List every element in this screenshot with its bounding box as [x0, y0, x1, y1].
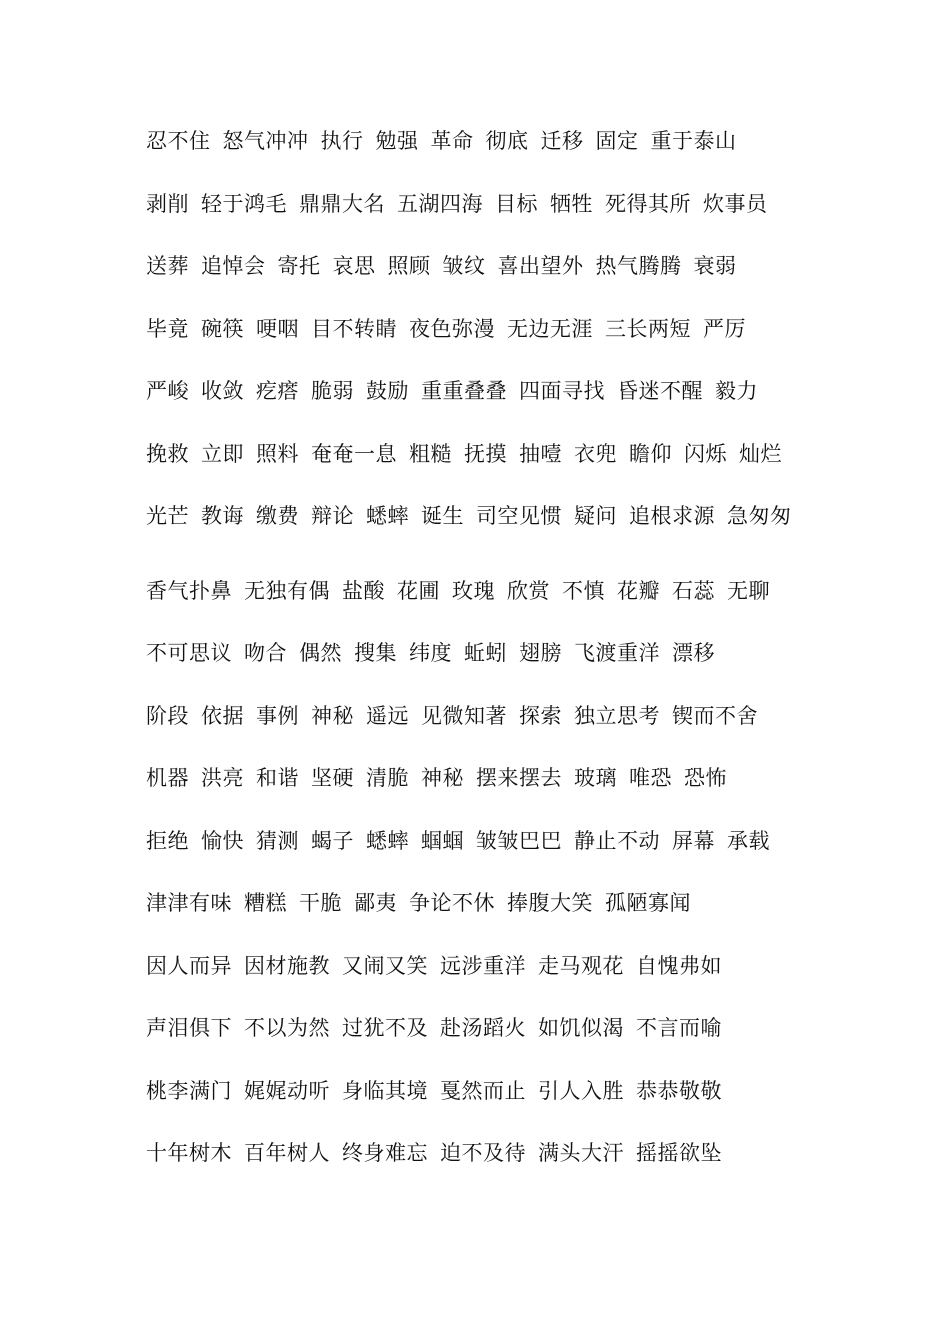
vocab-word: 无独有偶	[244, 579, 330, 603]
vocab-word: 不以为然	[244, 1016, 330, 1040]
vocab-line-15	[146, 1014, 734, 1042]
vocab-word: 自愧弗如	[636, 954, 722, 978]
vocab-line-13	[146, 889, 703, 917]
vocab-word: 过犹不及	[342, 1016, 428, 1040]
vocab-word: 如饥似渴	[538, 1016, 624, 1040]
vocab-word: 又闹又笑	[342, 954, 428, 978]
vocab-word: 事例	[256, 704, 299, 728]
vocab-word: 十年树木	[146, 1141, 232, 1165]
vocab-word: 不慎	[562, 579, 605, 603]
vocab-word: 鄙夷	[354, 891, 397, 915]
vocab-line-6	[146, 440, 794, 468]
vocab-word: 缴费	[256, 504, 299, 528]
vocab-word: 愉快	[201, 829, 244, 853]
vocab-word: 光芒	[146, 504, 189, 528]
vocab-word: 蟋蟀	[366, 504, 409, 528]
vocab-word: 玫瑰	[452, 579, 495, 603]
vocab-word: 终身难忘	[342, 1141, 428, 1165]
vocab-word: 固定	[595, 129, 639, 153]
vocab-word: 喜出望外	[497, 254, 584, 278]
vocab-word: 津津有味	[146, 891, 232, 915]
vocab-word: 三长两短	[605, 317, 691, 341]
vocab-word: 衣兜	[574, 442, 617, 466]
vocab-word: 急匆匆	[727, 504, 792, 528]
vocab-word: 照顾	[387, 254, 431, 278]
vocab-word: 无聊	[727, 579, 770, 603]
vocab-word: 闪烁	[684, 442, 727, 466]
vocab-word: 迫不及待	[440, 1141, 526, 1165]
vocab-word: 剥削	[146, 192, 189, 216]
vocab-word: 蟋蟀	[366, 829, 409, 853]
vocab-word: 昏迷不醒	[617, 379, 703, 403]
vocab-word: 声泪俱下	[146, 1016, 232, 1040]
vocab-word: 飞渡重洋	[574, 641, 660, 665]
vocab-word: 炊事员	[703, 192, 768, 216]
vocab-word: 远涉重洋	[440, 954, 526, 978]
vocab-line-4	[146, 315, 758, 343]
vocab-word: 皱皱巴巴	[476, 829, 562, 853]
vocab-word: 热气腾腾	[595, 254, 682, 278]
vocab-word: 哽咽	[256, 317, 299, 341]
vocab-word: 送葬	[146, 254, 189, 278]
vocab-word: 拒绝	[146, 829, 189, 853]
vocab-word: 石蕊	[672, 579, 715, 603]
vocab-word: 衰弱	[693, 254, 737, 278]
vocab-word: 忍不住	[146, 129, 211, 153]
vocab-word: 粗糙	[409, 442, 452, 466]
vocab-word: 皱纹	[442, 254, 486, 278]
vocab-word: 蝎子	[311, 829, 354, 853]
vocab-word: 严厉	[703, 317, 746, 341]
vocab-word: 死得其所	[605, 192, 691, 216]
vocab-word: 清脆	[366, 766, 409, 790]
vocab-word: 碗筷	[201, 317, 244, 341]
vocab-word: 翅膀	[519, 641, 562, 665]
vocab-word: 照料	[256, 442, 299, 466]
vocab-word: 走马观花	[538, 954, 624, 978]
vocab-word: 革命	[430, 129, 474, 153]
vocab-word: 辩论	[311, 504, 354, 528]
vocab-word: 疙瘩	[256, 379, 299, 403]
vocab-word: 挽救	[146, 442, 189, 466]
vocab-word: 寄托	[277, 254, 321, 278]
vocab-word: 抽噎	[519, 442, 562, 466]
vocab-word: 干脆	[299, 891, 342, 915]
vocab-word: 坚硬	[311, 766, 354, 790]
vocab-word: 鼓励	[366, 379, 409, 403]
vocab-word: 怒气冲冲	[222, 129, 309, 153]
vocab-word: 抚摸	[464, 442, 507, 466]
vocab-word: 五湖四海	[397, 192, 483, 216]
vocab-word: 蝈蝈	[421, 829, 464, 853]
vocab-word: 夜色弥漫	[409, 317, 495, 341]
vocab-word: 遥远	[366, 704, 409, 728]
vocab-word: 摆来摆去	[476, 766, 562, 790]
vocab-word: 教诲	[201, 504, 244, 528]
vocab-word: 勉强	[375, 129, 419, 153]
vocab-word: 毕竟	[146, 317, 189, 341]
vocab-word: 不言而喻	[636, 1016, 722, 1040]
vocab-word: 奄奄一息	[311, 442, 397, 466]
vocab-word: 疑问	[574, 504, 617, 528]
vocab-line-9	[146, 639, 727, 667]
vocab-word: 灿烂	[739, 442, 782, 466]
vocab-word: 摇摇欲坠	[636, 1141, 722, 1165]
vocab-word: 不可思议	[146, 641, 232, 665]
vocab-word: 纬度	[409, 641, 452, 665]
vocab-word: 脆弱	[311, 379, 354, 403]
vocab-word: 神秘	[421, 766, 464, 790]
vocab-word: 娓娓动听	[244, 1079, 330, 1103]
vocab-word: 毅力	[715, 379, 758, 403]
vocab-word: 糟糕	[244, 891, 287, 915]
vocab-word: 吻合	[244, 641, 287, 665]
vocab-word: 玻璃	[574, 766, 617, 790]
vocab-word: 执行	[320, 129, 364, 153]
vocab-line-14	[146, 952, 734, 980]
vocab-line-3	[146, 252, 749, 280]
vocab-word: 身临其境	[342, 1079, 428, 1103]
vocab-word: 欣赏	[507, 579, 550, 603]
vocab-word: 花瓣	[617, 579, 660, 603]
vocab-word: 迁移	[540, 129, 584, 153]
vocab-word: 引人入胜	[538, 1079, 624, 1103]
vocab-word: 无边无涯	[507, 317, 593, 341]
vocab-word: 因材施教	[244, 954, 330, 978]
vocab-line-8	[146, 577, 782, 605]
vocab-word: 严峻	[146, 379, 189, 403]
vocab-word: 机器	[146, 766, 189, 790]
vocab-word: 目不转睛	[311, 317, 397, 341]
vocab-word: 神秘	[311, 704, 354, 728]
vocab-word: 诞生	[421, 504, 464, 528]
vocab-word: 收敛	[201, 379, 244, 403]
vocab-word: 锲而不舍	[672, 704, 758, 728]
vocab-word: 阶段	[146, 704, 189, 728]
vocab-word: 瞻仰	[629, 442, 672, 466]
vocab-word: 见微知著	[421, 704, 507, 728]
vocab-word: 彻底	[485, 129, 529, 153]
vocab-word: 依据	[201, 704, 244, 728]
vocab-word: 重重叠叠	[421, 379, 507, 403]
vocab-word: 四面寻找	[519, 379, 605, 403]
vocab-word: 百年树人	[244, 1141, 330, 1165]
vocab-word: 鼎鼎大名	[299, 192, 385, 216]
vocab-word: 花圃	[397, 579, 440, 603]
vocab-word: 重于泰山	[650, 129, 737, 153]
vocab-word: 静止不动	[574, 829, 660, 853]
vocab-word: 独立思考	[574, 704, 660, 728]
vocab-word: 立即	[201, 442, 244, 466]
vocab-word: 屏幕	[672, 829, 715, 853]
vocab-word: 承载	[727, 829, 770, 853]
vocab-line-16	[146, 1077, 734, 1105]
vocab-word: 孤陋寡闻	[605, 891, 691, 915]
vocab-line-17	[146, 1139, 734, 1167]
vocab-word: 牺牲	[550, 192, 593, 216]
vocab-word: 满头大汗	[538, 1141, 624, 1165]
vocab-word: 洪亮	[201, 766, 244, 790]
vocab-line-11	[146, 764, 739, 792]
vocab-word: 香气扑鼻	[146, 579, 232, 603]
vocab-word: 偶然	[299, 641, 342, 665]
vocab-word: 搜集	[354, 641, 397, 665]
vocab-word: 恭恭敬敬	[636, 1079, 722, 1103]
vocab-word: 赴汤蹈火	[440, 1016, 526, 1040]
vocab-word: 戛然而止	[440, 1079, 526, 1103]
vocab-word: 轻于鸿毛	[201, 192, 287, 216]
vocab-line-10	[146, 702, 770, 730]
vocab-line-12	[146, 827, 782, 855]
vocab-word: 蚯蚓	[464, 641, 507, 665]
vocab-word: 探索	[519, 704, 562, 728]
vocab-word: 目标	[495, 192, 538, 216]
vocab-word: 哀思	[332, 254, 376, 278]
vocab-line-2	[146, 190, 780, 218]
vocab-word: 因人而异	[146, 954, 232, 978]
vocab-word: 和谐	[256, 766, 299, 790]
vocab-line-5	[146, 377, 770, 405]
vocab-word: 捧腹大笑	[507, 891, 593, 915]
vocab-line-1	[146, 127, 749, 155]
vocab-word: 猜测	[256, 829, 299, 853]
vocab-word: 恐怖	[684, 766, 727, 790]
vocab-word: 盐酸	[342, 579, 385, 603]
vocab-word: 追根求源	[629, 504, 715, 528]
vocab-word: 争论不休	[409, 891, 495, 915]
vocab-line-7	[146, 502, 804, 530]
vocab-word: 唯恐	[629, 766, 672, 790]
vocab-word: 追悼会	[201, 254, 266, 278]
vocab-word: 桃李满门	[146, 1079, 232, 1103]
vocab-word: 漂移	[672, 641, 715, 665]
vocab-word: 司空见惯	[476, 504, 562, 528]
